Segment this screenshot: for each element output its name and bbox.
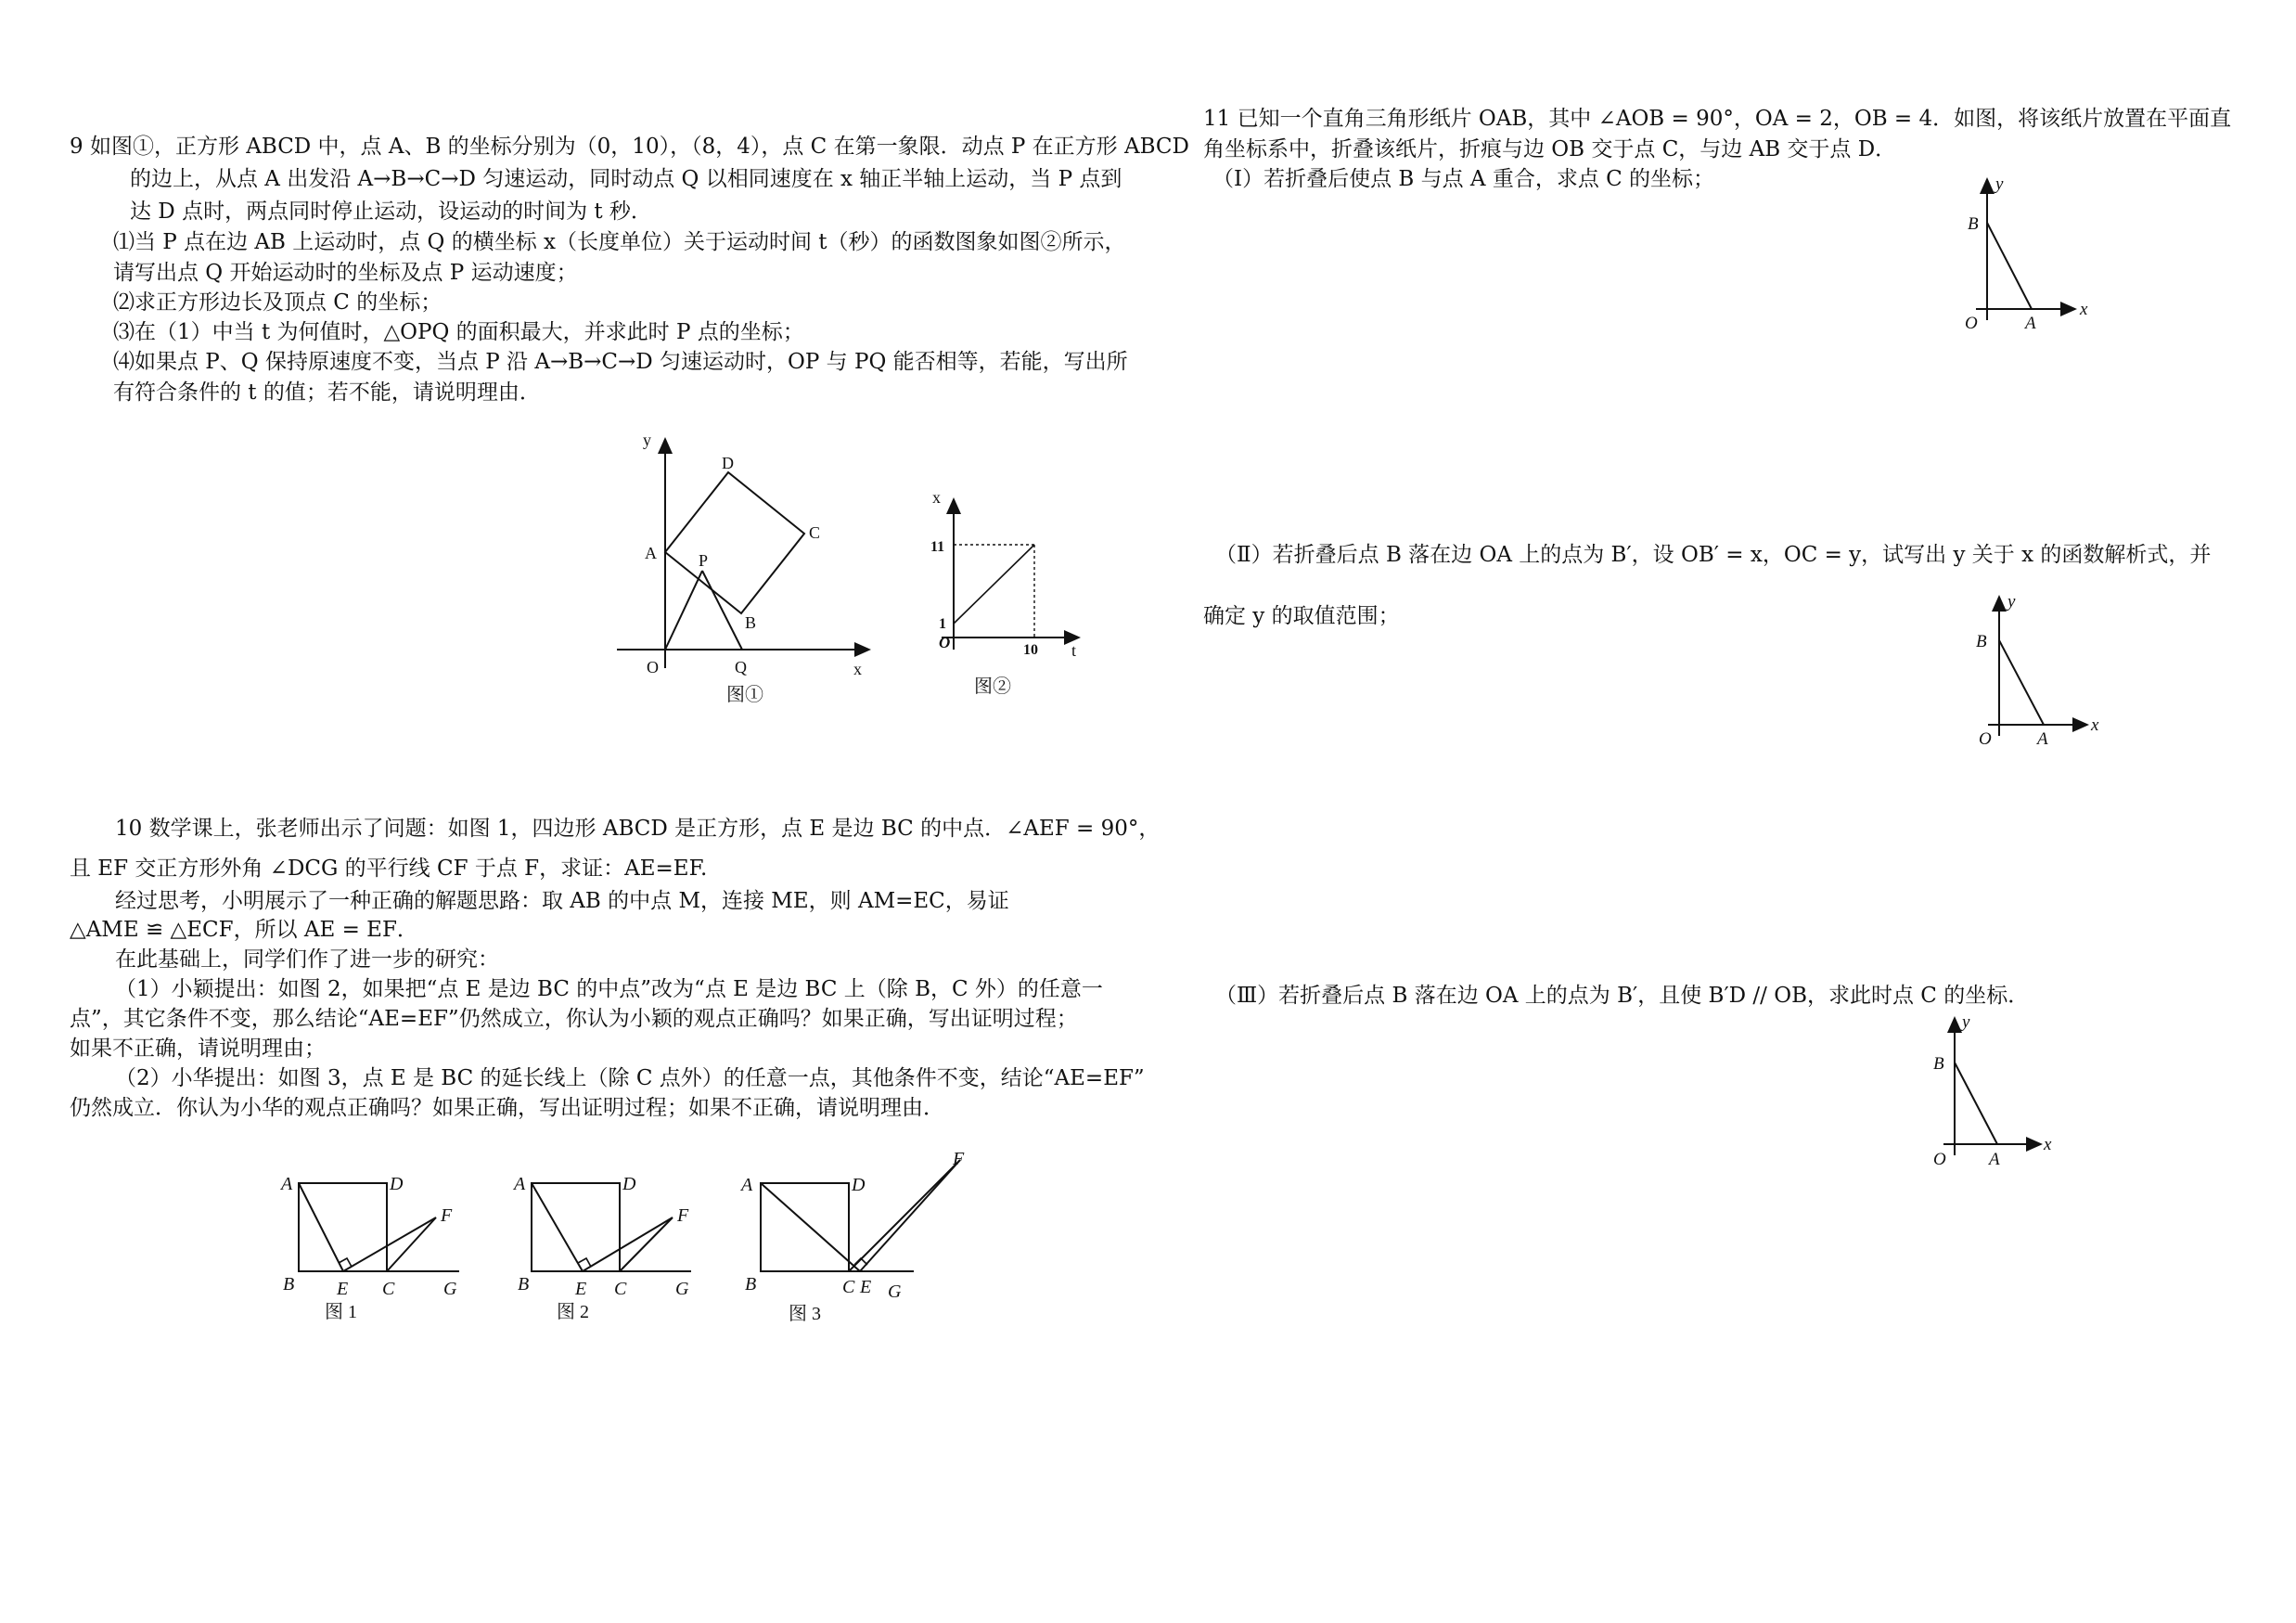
fig10-3-F: F	[953, 1149, 965, 1169]
q10-line-2: 且 EF 交正方形外角 ∠DCG 的平行线 CF 于点 F，求证：AE=EF.	[70, 857, 708, 881]
q10-line-3: 经过思考，小明展示了一种正确的解题思路：取 AB 的中点 M，连接 ME，则 AM=EC，易证	[115, 889, 1009, 913]
fig10-2-G: G	[675, 1279, 689, 1299]
q9-line-1: 9 如图①，正方形 ABCD 中，点 A、B 的坐标分别为（0，10），（8，4），点 C 在第一象限．动点 P 在正方形 ABCD	[70, 135, 1189, 159]
fig1-y-label: y	[643, 431, 651, 449]
fig1-caption: 图①	[726, 685, 763, 705]
fig10-1-B: B	[283, 1274, 295, 1295]
fig10-3-caption: 图 3	[789, 1304, 821, 1324]
fig1-A-label: A	[645, 544, 657, 562]
fig10-2-caption: 图 2	[557, 1302, 589, 1322]
q11-figure-3	[1911, 1007, 2050, 1174]
q10-line-7: 点”，其它条件不变，那么结论“AE=EF”仍然成立，你认为小颖的观点正确吗？如果正确，写出证明过程；	[70, 1007, 1078, 1031]
fig1-Q-label: Q	[735, 658, 747, 676]
q11-part3: （Ⅲ）若折叠后点 B 落在边 OA 上的点为 B′，且使 B′D // OB，求此时点 C 的坐标．	[1215, 984, 2030, 1008]
fig10-3-B: B	[745, 1274, 757, 1295]
fig1-P-label: P	[699, 551, 709, 570]
fig10-1-caption: 图 1	[325, 1302, 357, 1322]
q9-line-5: 请写出点 Q 开始运动时的坐标及点 P 运动速度；	[113, 261, 578, 285]
q10-line-5: 在此基础上，同学们作了进一步的研究：	[115, 947, 499, 972]
fig10-3-A: A	[741, 1175, 753, 1195]
q11-f1-O: O	[1965, 314, 1978, 333]
q11-f3-x: x	[2044, 1135, 2052, 1154]
q11-part2-line-2: 确定 y 的取值范围；	[1203, 604, 1400, 628]
fig10-3-D: D	[852, 1175, 866, 1195]
fig10-1-E: E	[337, 1279, 349, 1299]
fig10-3-E: E	[860, 1277, 872, 1297]
q10-line-9: （2）小华提出：如图 3，点 E 是 BC 的延长线上（除 C 点外）的任意一点，其他条件不变，结论“AE=EF”	[115, 1066, 1145, 1090]
fig10-2-A: A	[514, 1174, 526, 1194]
q10-line-1: 10 数学课上，张老师出示了问题：如图 1，四边形 ABCD 是正方形，点 E 是边 BC 的中点．∠AEF = 90°，	[115, 817, 1161, 841]
q11-part2-line-1: （Ⅱ）若折叠后点 B 落在边 OA 上的点为 B′，设 OB′ = x，OC = y，试写出 y 关于 x 的函数解析式，并	[1215, 543, 2212, 567]
q11-f2-x: x	[2091, 715, 2099, 735]
q9-figure-2	[923, 483, 1132, 705]
q11-f2-y: y	[2007, 592, 2016, 612]
q11-f3-A: A	[1989, 1150, 2000, 1169]
fig1-C-label: C	[809, 523, 821, 542]
q11-f3-O: O	[1933, 1150, 1946, 1169]
fig10-1-G: G	[443, 1279, 457, 1299]
fig2-x-label: x	[932, 488, 941, 507]
fig10-2-C: C	[614, 1279, 627, 1299]
q9-line-3: 达 D 点时，两点同时停止运动，设运动的时间为 t 秒．	[130, 200, 652, 224]
q10-line-6: （1）小颖提出：如图 2，如果把“点 E 是边 BC 的中点”改为“点 E 是边 BC 上（除 B，C 外）的任意一	[115, 977, 1103, 1001]
q9-line-8: ⑷如果点 P、Q 保持原速度不变，当点 P 沿 A→B→C→D 匀速运动时，OP 与 PQ 能否相等，若能，写出所	[113, 350, 1128, 374]
q10-figure-2	[510, 1160, 710, 1327]
q11-line-2: 角坐标系中，折叠该纸片，折痕与边 OB 交于点 C，与边 AB 交于点 D．	[1203, 137, 1897, 161]
q11-figure-2	[1957, 589, 2097, 752]
fig2-t-label: t	[1071, 641, 1077, 660]
q11-line-3: （Ⅰ）若折叠后使点 B 与点 A 重合，求点 C 的坐标；	[1212, 167, 1715, 191]
q11-f2-B: B	[1976, 632, 1987, 651]
q10-figure-1	[274, 1160, 473, 1327]
fig10-3-G: G	[888, 1282, 902, 1302]
q11-figure-1	[1953, 172, 2092, 334]
q9-line-9: 有符合条件的 t 的值；若不能，请说明理由．	[113, 380, 541, 405]
fig2-caption: 图②	[974, 676, 1011, 697]
q9-line-2: 的边上，从点 A 出发沿 A→B→C→D 匀速运动，同时动点 Q 以相同速度在 x 轴正半轴上运动，当 P 点到	[130, 167, 1122, 191]
q11-line-1: 11 已知一个直角三角形纸片 OAB，其中 ∠AOB = 90°，OA = 2，OB = 4．如图，将该纸片放置在平面直	[1203, 107, 2232, 131]
q10-line-8: 如果不正确，请说明理由；	[70, 1037, 326, 1061]
q10-line-4: △AME ≌ △ECF，所以 AE = EF．	[70, 918, 418, 942]
fig10-1-F: F	[441, 1205, 453, 1226]
fig2-11-label: 11	[930, 539, 945, 555]
fig10-1-D: D	[390, 1174, 404, 1194]
q10-line-10: 仍然成立．你认为小华的观点正确吗？如果正确，写出证明过程；如果不正确，请说明理由．	[70, 1096, 944, 1120]
q9-line-6: ⑵求正方形边长及顶点 C 的坐标；	[113, 290, 443, 315]
fig2-10-label: 10	[1023, 642, 1038, 658]
q11-f1-y: y	[1995, 174, 2004, 194]
fig10-2-B: B	[518, 1274, 530, 1295]
fig10-2-E: E	[575, 1279, 587, 1299]
fig2-O-label: O	[939, 634, 951, 651]
fig1-D-label: D	[722, 454, 734, 472]
q11-f3-y: y	[1962, 1012, 1970, 1032]
q9-line-7: ⑶在（1）中当 t 为何值时，△OPQ 的面积最大，并求此时 P 点的坐标；	[113, 320, 804, 344]
fig2-1-label: 1	[939, 616, 946, 632]
fig10-1-A: A	[281, 1174, 293, 1194]
q11-f1-A: A	[2025, 314, 2036, 333]
fig10-1-C: C	[382, 1279, 395, 1299]
fig10-3-C: C	[842, 1277, 855, 1297]
q11-f3-B: B	[1933, 1054, 1944, 1074]
fig1-O-label: O	[647, 658, 659, 676]
q11-f2-O: O	[1979, 729, 1992, 749]
fig10-2-D: D	[622, 1174, 636, 1194]
fig1-x-label: x	[853, 660, 862, 678]
q10-figure-3	[738, 1146, 988, 1327]
q11-f1-B: B	[1968, 214, 1979, 234]
q9-figure-1	[608, 422, 877, 715]
q11-f2-A: A	[2037, 729, 2048, 749]
q11-f1-x: x	[2080, 300, 2088, 319]
q9-line-4: ⑴当 P 点在边 AB 上运动时，点 Q 的横坐标 x（长度单位）关于运动时间 t（秒）的函数图象如图②所示，	[113, 230, 1126, 254]
fig1-B-label: B	[745, 613, 757, 632]
fig10-2-F: F	[677, 1205, 689, 1226]
